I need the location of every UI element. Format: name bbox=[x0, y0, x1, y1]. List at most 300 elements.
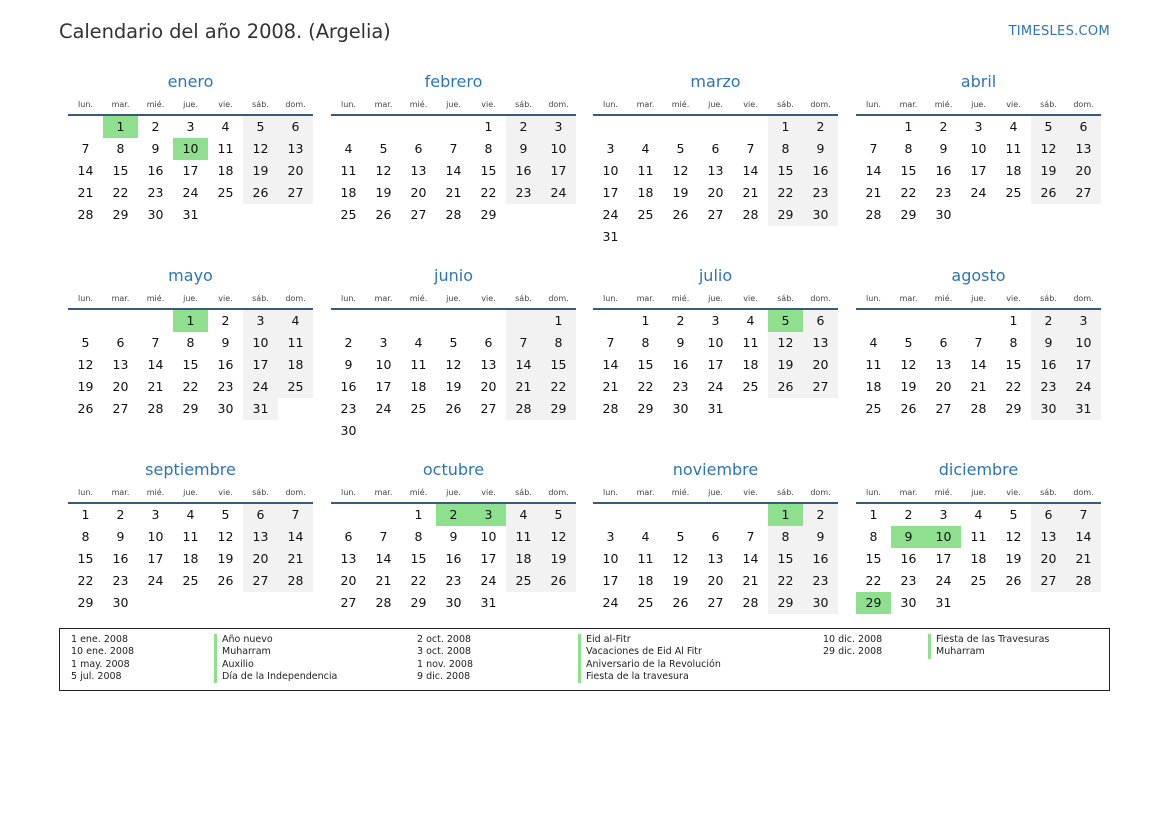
weekday-label: dom. bbox=[1073, 100, 1094, 109]
day-cell: 8 bbox=[869, 529, 878, 544]
week-row bbox=[856, 182, 1101, 204]
day-cell: 16 bbox=[935, 163, 952, 178]
week-row bbox=[331, 420, 576, 442]
day-cell: 3 bbox=[379, 335, 388, 350]
weekday-label: dom. bbox=[1073, 488, 1094, 497]
day-cell: 7 bbox=[746, 529, 755, 544]
day-cell: 25 bbox=[217, 185, 234, 200]
week-row bbox=[68, 526, 313, 548]
month-mayo bbox=[68, 268, 313, 420]
day-cell: 6 bbox=[939, 335, 948, 350]
day-cell: 30 bbox=[803, 204, 838, 226]
day-cell: 18 bbox=[340, 185, 357, 200]
day-cell: 19 bbox=[900, 379, 917, 394]
weekday-label: vie. bbox=[743, 100, 758, 109]
weekday-label: sáb. bbox=[515, 100, 532, 109]
week-row bbox=[331, 398, 576, 420]
day-cell-empty bbox=[278, 204, 313, 226]
day-cell: 14 bbox=[445, 163, 462, 178]
day-cell: 26 bbox=[768, 376, 803, 398]
day-cell: 17 bbox=[147, 551, 164, 566]
weekday-label: mar. bbox=[899, 488, 918, 497]
weekday-label: jue. bbox=[183, 100, 198, 109]
day-cell: 24 bbox=[541, 182, 576, 204]
holiday-day-cell: 9 bbox=[891, 526, 926, 548]
weekday-label: jue. bbox=[708, 294, 723, 303]
day-cell: 26 bbox=[77, 401, 94, 416]
holiday-day-cell: 1 bbox=[768, 504, 803, 526]
day-cell: 6 bbox=[711, 141, 720, 156]
day-cell-empty bbox=[366, 504, 401, 526]
day-cell: 30 bbox=[217, 401, 234, 416]
weekday-header bbox=[593, 96, 838, 116]
day-cell: 8 bbox=[641, 335, 650, 350]
week-row bbox=[331, 526, 576, 548]
day-cell: 25 bbox=[182, 573, 199, 588]
day-cell-empty bbox=[628, 116, 663, 138]
day-cell: 10 bbox=[480, 529, 497, 544]
weekday-label: mar. bbox=[899, 294, 918, 303]
week-row bbox=[593, 226, 838, 248]
weekday-label: mié. bbox=[146, 294, 165, 303]
legend-date: 10 ene. 2008 bbox=[71, 646, 135, 658]
day-cell: 18 bbox=[182, 551, 199, 566]
day-cell-empty bbox=[103, 310, 138, 332]
weekday-label: sáb. bbox=[1040, 294, 1057, 303]
day-cell: 18 bbox=[637, 573, 654, 588]
day-cell-empty bbox=[208, 592, 243, 614]
day-cell: 11 bbox=[1005, 141, 1022, 156]
day-cell: 28 bbox=[1066, 570, 1101, 592]
day-cell: 17 bbox=[970, 163, 987, 178]
week-row bbox=[856, 310, 1101, 332]
day-cell: 7 bbox=[449, 141, 458, 156]
day-cell: 27 bbox=[112, 401, 129, 416]
day-cell-empty bbox=[698, 116, 733, 138]
week-row bbox=[331, 354, 576, 376]
day-cell: 31 bbox=[707, 401, 724, 416]
day-cell: 27 bbox=[1031, 570, 1066, 592]
weekday-label: vie. bbox=[1006, 294, 1021, 303]
day-cell: 6 bbox=[344, 529, 353, 544]
weekday-label: lun. bbox=[78, 100, 93, 109]
day-cell: 17 bbox=[375, 379, 392, 394]
day-cell: 22 bbox=[768, 182, 803, 204]
day-cell: 16 bbox=[340, 379, 357, 394]
day-cell: 26 bbox=[1031, 182, 1066, 204]
day-cell: 22 bbox=[865, 573, 882, 588]
day-cell: 13 bbox=[1031, 526, 1066, 548]
day-cell: 7 bbox=[974, 335, 983, 350]
day-cell: 4 bbox=[974, 507, 983, 522]
day-cell: 14 bbox=[742, 551, 759, 566]
legend-holiday-name: Aniversario de la Revolución bbox=[578, 659, 721, 671]
day-cell: 1 bbox=[768, 116, 803, 138]
day-cell: 19 bbox=[375, 185, 392, 200]
day-cell: 11 bbox=[340, 163, 357, 178]
day-cell: 15 bbox=[865, 551, 882, 566]
week-row bbox=[331, 138, 576, 160]
day-cell: 30 bbox=[112, 595, 129, 610]
day-cell: 8 bbox=[904, 141, 913, 156]
day-cell: 26 bbox=[217, 573, 234, 588]
legend-holiday-name: Vacaciones de Eid Al Fitr bbox=[578, 646, 702, 658]
month-title: junio bbox=[434, 266, 473, 285]
day-cell: 8 bbox=[768, 526, 803, 548]
day-cell: 27 bbox=[410, 207, 427, 222]
weekday-label: mié. bbox=[146, 100, 165, 109]
week-row bbox=[68, 182, 313, 204]
weekday-label: lun. bbox=[603, 294, 618, 303]
day-cell: 3 bbox=[606, 529, 615, 544]
day-cell: 3 bbox=[1066, 310, 1101, 332]
day-cell-empty bbox=[541, 592, 576, 614]
month-abril bbox=[856, 74, 1101, 226]
holiday-legend bbox=[59, 628, 1110, 691]
day-cell: 18 bbox=[742, 357, 759, 372]
month-enero bbox=[68, 74, 313, 226]
day-cell-empty bbox=[803, 398, 838, 420]
day-cell: 8 bbox=[768, 138, 803, 160]
day-cell-empty bbox=[401, 116, 436, 138]
week-row bbox=[593, 160, 838, 182]
day-cell: 7 bbox=[606, 335, 615, 350]
day-cell: 2 bbox=[904, 507, 913, 522]
week-row bbox=[331, 182, 576, 204]
day-cell: 24 bbox=[375, 401, 392, 416]
day-cell-empty bbox=[278, 398, 313, 420]
day-cell-empty bbox=[961, 592, 996, 614]
week-row bbox=[593, 592, 838, 614]
weekday-header bbox=[68, 290, 313, 310]
day-cell: 10 bbox=[1066, 332, 1101, 354]
day-cell-empty bbox=[243, 592, 278, 614]
day-cell: 25 bbox=[865, 401, 882, 416]
weekday-label: vie. bbox=[218, 100, 233, 109]
day-cell: 18 bbox=[865, 379, 882, 394]
week-row bbox=[68, 332, 313, 354]
day-cell: 7 bbox=[278, 504, 313, 526]
day-cell: 17 bbox=[602, 185, 619, 200]
day-cell: 7 bbox=[506, 332, 541, 354]
day-cell: 11 bbox=[637, 163, 654, 178]
weekday-label: vie. bbox=[1006, 100, 1021, 109]
day-cell: 21 bbox=[742, 185, 759, 200]
week-row bbox=[68, 570, 313, 592]
day-cell: 6 bbox=[803, 310, 838, 332]
day-cell: 10 bbox=[602, 163, 619, 178]
day-cell: 8 bbox=[541, 332, 576, 354]
day-cell: 5 bbox=[676, 529, 685, 544]
day-cell: 9 bbox=[116, 529, 125, 544]
day-cell: 19 bbox=[768, 354, 803, 376]
day-cell: 20 bbox=[410, 185, 427, 200]
month-title: mayo bbox=[168, 266, 213, 285]
weekday-header bbox=[331, 290, 576, 310]
day-cell: 17 bbox=[541, 160, 576, 182]
day-cell: 22 bbox=[77, 573, 94, 588]
weekday-label: mar. bbox=[374, 294, 393, 303]
week-row bbox=[856, 332, 1101, 354]
day-cell: 25 bbox=[637, 595, 654, 610]
weekday-header bbox=[856, 484, 1101, 504]
legend-holiday-name: Auxilio bbox=[214, 659, 254, 671]
day-cell: 24 bbox=[602, 595, 619, 610]
legend-date: 2 oct. 2008 bbox=[417, 634, 472, 645]
day-cell: 11 bbox=[865, 357, 882, 372]
day-cell-empty bbox=[173, 592, 208, 614]
day-cell: 7 bbox=[151, 335, 160, 350]
day-cell: 9 bbox=[1031, 332, 1066, 354]
weekday-label: mar. bbox=[111, 100, 130, 109]
day-cell: 15 bbox=[112, 163, 129, 178]
day-cell: 21 bbox=[970, 379, 987, 394]
day-cell: 5 bbox=[81, 335, 90, 350]
day-cell: 28 bbox=[970, 401, 987, 416]
day-cell: 10 bbox=[541, 138, 576, 160]
day-cell: 13 bbox=[278, 138, 313, 160]
week-row bbox=[593, 354, 838, 376]
week-row bbox=[856, 116, 1101, 138]
month-title: julio bbox=[698, 266, 733, 285]
day-cell: 19 bbox=[541, 548, 576, 570]
weekday-label: sáb. bbox=[252, 488, 269, 497]
weekday-header bbox=[593, 484, 838, 504]
day-cell: 22 bbox=[182, 379, 199, 394]
site-logo-link[interactable]: TIMESLES.COM bbox=[1008, 24, 1110, 39]
week-row bbox=[593, 138, 838, 160]
day-cell: 11 bbox=[506, 526, 541, 548]
day-cell: 12 bbox=[1005, 529, 1022, 544]
month-title: septiembre bbox=[145, 460, 236, 479]
day-cell: 9 bbox=[676, 335, 685, 350]
day-cell: 3 bbox=[939, 507, 948, 522]
day-cell: 23 bbox=[803, 182, 838, 204]
legend-holiday-name: Eid al-Fitr bbox=[578, 634, 631, 646]
day-cell: 23 bbox=[900, 573, 917, 588]
day-cell: 24 bbox=[970, 185, 987, 200]
day-cell-empty bbox=[471, 420, 506, 442]
day-cell-empty bbox=[366, 116, 401, 138]
weekday-label: mar. bbox=[636, 488, 655, 497]
day-cell: 13 bbox=[935, 357, 952, 372]
day-cell: 20 bbox=[935, 379, 952, 394]
day-cell: 22 bbox=[768, 570, 803, 592]
week-row bbox=[68, 160, 313, 182]
weekday-label: mar. bbox=[111, 294, 130, 303]
day-cell: 11 bbox=[278, 332, 313, 354]
week-row bbox=[593, 204, 838, 226]
day-cell: 8 bbox=[186, 335, 195, 350]
day-cell-empty bbox=[1031, 204, 1066, 226]
day-cell-empty bbox=[733, 226, 768, 248]
day-cell: 9 bbox=[506, 138, 541, 160]
day-cell: 7 bbox=[1066, 504, 1101, 526]
day-cell: 21 bbox=[865, 185, 882, 200]
day-cell: 17 bbox=[707, 357, 724, 372]
weekday-label: jue. bbox=[971, 488, 986, 497]
day-cell: 31 bbox=[935, 595, 952, 610]
day-cell: 19 bbox=[1031, 160, 1066, 182]
weekday-label: mar. bbox=[899, 100, 918, 109]
day-cell: 19 bbox=[217, 551, 234, 566]
legend-date: 5 jul. 2008 bbox=[71, 670, 122, 682]
day-cell-empty bbox=[138, 592, 173, 614]
day-cell: 12 bbox=[672, 163, 689, 178]
day-cell: 23 bbox=[340, 401, 357, 416]
day-cell: 3 bbox=[186, 119, 195, 134]
week-row bbox=[856, 570, 1101, 592]
day-cell-empty bbox=[593, 504, 628, 526]
week-row bbox=[856, 138, 1101, 160]
day-cell-empty bbox=[331, 504, 366, 526]
day-cell: 22 bbox=[1005, 379, 1022, 394]
day-cell-empty bbox=[663, 226, 698, 248]
weekday-label: dom. bbox=[810, 294, 831, 303]
week-row bbox=[331, 548, 576, 570]
week-row bbox=[856, 204, 1101, 226]
day-cell-empty bbox=[401, 420, 436, 442]
weekday-header bbox=[856, 290, 1101, 310]
week-row bbox=[593, 332, 838, 354]
day-cell: 17 bbox=[182, 163, 199, 178]
holiday-day-cell: 10 bbox=[926, 526, 961, 548]
week-row bbox=[593, 398, 838, 420]
weekday-label: sáb. bbox=[777, 488, 794, 497]
day-cell: 7 bbox=[379, 529, 388, 544]
day-cell-empty bbox=[593, 116, 628, 138]
day-cell: 29 bbox=[112, 207, 129, 222]
month-title: enero bbox=[167, 72, 214, 91]
legend-date: 3 oct. 2008 bbox=[417, 646, 472, 658]
day-cell: 29 bbox=[182, 401, 199, 416]
day-cell: 26 bbox=[672, 595, 689, 610]
week-row bbox=[68, 398, 313, 420]
day-cell: 31 bbox=[480, 595, 497, 610]
legend-date: 1 may. 2008 bbox=[71, 658, 130, 670]
legend-holiday-name: Fiesta de las Travesuras bbox=[928, 634, 1049, 646]
weekday-label: mié. bbox=[934, 488, 953, 497]
day-cell: 4 bbox=[746, 313, 755, 328]
day-cell: 31 bbox=[182, 207, 199, 222]
month-title: abril bbox=[960, 72, 997, 91]
weekday-label: mié. bbox=[671, 488, 690, 497]
day-cell: 17 bbox=[602, 573, 619, 588]
weekday-label: sáb. bbox=[252, 100, 269, 109]
day-cell: 28 bbox=[278, 570, 313, 592]
day-cell: 4 bbox=[506, 504, 541, 526]
day-cell: 23 bbox=[672, 379, 689, 394]
page-title: Calendario del año 2008. (Argelia) bbox=[59, 20, 391, 43]
day-cell: 26 bbox=[541, 570, 576, 592]
day-cell: 29 bbox=[637, 401, 654, 416]
legend-date: 1 ene. 2008 bbox=[71, 634, 128, 645]
day-cell: 11 bbox=[742, 335, 759, 350]
day-cell: 20 bbox=[1066, 160, 1101, 182]
day-cell: 18 bbox=[970, 551, 987, 566]
day-cell-empty bbox=[698, 226, 733, 248]
weekday-label: dom. bbox=[548, 488, 569, 497]
day-cell: 4 bbox=[344, 141, 353, 156]
day-cell: 17 bbox=[1066, 354, 1101, 376]
legend-date: 10 dic. 2008 bbox=[823, 634, 883, 645]
day-cell: 12 bbox=[768, 332, 803, 354]
day-cell: 15 bbox=[637, 357, 654, 372]
weekday-label: jue. bbox=[708, 100, 723, 109]
day-cell: 1 bbox=[541, 310, 576, 332]
legend-date: 1 nov. 2008 bbox=[417, 658, 473, 670]
day-cell: 11 bbox=[637, 551, 654, 566]
day-cell: 25 bbox=[1005, 185, 1022, 200]
day-cell: 16 bbox=[217, 357, 234, 372]
day-cell: 29 bbox=[410, 595, 427, 610]
day-cell: 20 bbox=[707, 185, 724, 200]
day-cell: 1 bbox=[484, 119, 493, 134]
weekday-label: mar. bbox=[374, 488, 393, 497]
weekday-label: vie. bbox=[481, 488, 496, 497]
day-cell-empty bbox=[366, 310, 401, 332]
day-cell: 13 bbox=[707, 163, 724, 178]
day-cell: 12 bbox=[243, 138, 278, 160]
day-cell: 13 bbox=[480, 357, 497, 372]
day-cell: 14 bbox=[147, 357, 164, 372]
day-cell: 11 bbox=[410, 357, 427, 372]
week-row bbox=[68, 376, 313, 398]
weekday-label: jue. bbox=[971, 294, 986, 303]
day-cell-empty bbox=[961, 204, 996, 226]
day-cell: 14 bbox=[742, 163, 759, 178]
day-cell: 5 bbox=[904, 335, 913, 350]
day-cell: 23 bbox=[1031, 376, 1066, 398]
weekday-label: mié. bbox=[409, 294, 428, 303]
day-cell-empty bbox=[1031, 592, 1066, 614]
day-cell: 6 bbox=[414, 141, 423, 156]
month-marzo bbox=[593, 74, 838, 248]
day-cell: 11 bbox=[182, 529, 199, 544]
day-cell: 12 bbox=[541, 526, 576, 548]
week-row bbox=[593, 310, 838, 332]
day-cell: 13 bbox=[1066, 138, 1101, 160]
day-cell: 25 bbox=[970, 573, 987, 588]
holiday-day-cell: 5 bbox=[768, 310, 803, 332]
day-cell-empty bbox=[926, 310, 961, 332]
day-cell: 10 bbox=[602, 551, 619, 566]
day-cell: 5 bbox=[541, 504, 576, 526]
weekday-label: lun. bbox=[603, 100, 618, 109]
day-cell: 3 bbox=[541, 116, 576, 138]
day-cell: 22 bbox=[541, 376, 576, 398]
weekday-header bbox=[856, 96, 1101, 116]
weekday-label: jue. bbox=[446, 488, 461, 497]
day-cell: 31 bbox=[243, 398, 278, 420]
day-cell: 28 bbox=[865, 207, 882, 222]
day-cell-empty bbox=[331, 310, 366, 332]
day-cell-empty bbox=[506, 592, 541, 614]
weekday-label: vie. bbox=[218, 294, 233, 303]
day-cell: 21 bbox=[742, 573, 759, 588]
day-cell: 17 bbox=[480, 551, 497, 566]
week-row bbox=[856, 376, 1101, 398]
weekday-label: sáb. bbox=[1040, 100, 1057, 109]
day-cell-empty bbox=[768, 226, 803, 248]
day-cell: 20 bbox=[480, 379, 497, 394]
day-cell: 7 bbox=[869, 141, 878, 156]
month-junio bbox=[331, 268, 576, 442]
day-cell: 12 bbox=[77, 357, 94, 372]
day-cell: 12 bbox=[672, 551, 689, 566]
day-cell: 15 bbox=[541, 354, 576, 376]
day-cell: 16 bbox=[1031, 354, 1066, 376]
